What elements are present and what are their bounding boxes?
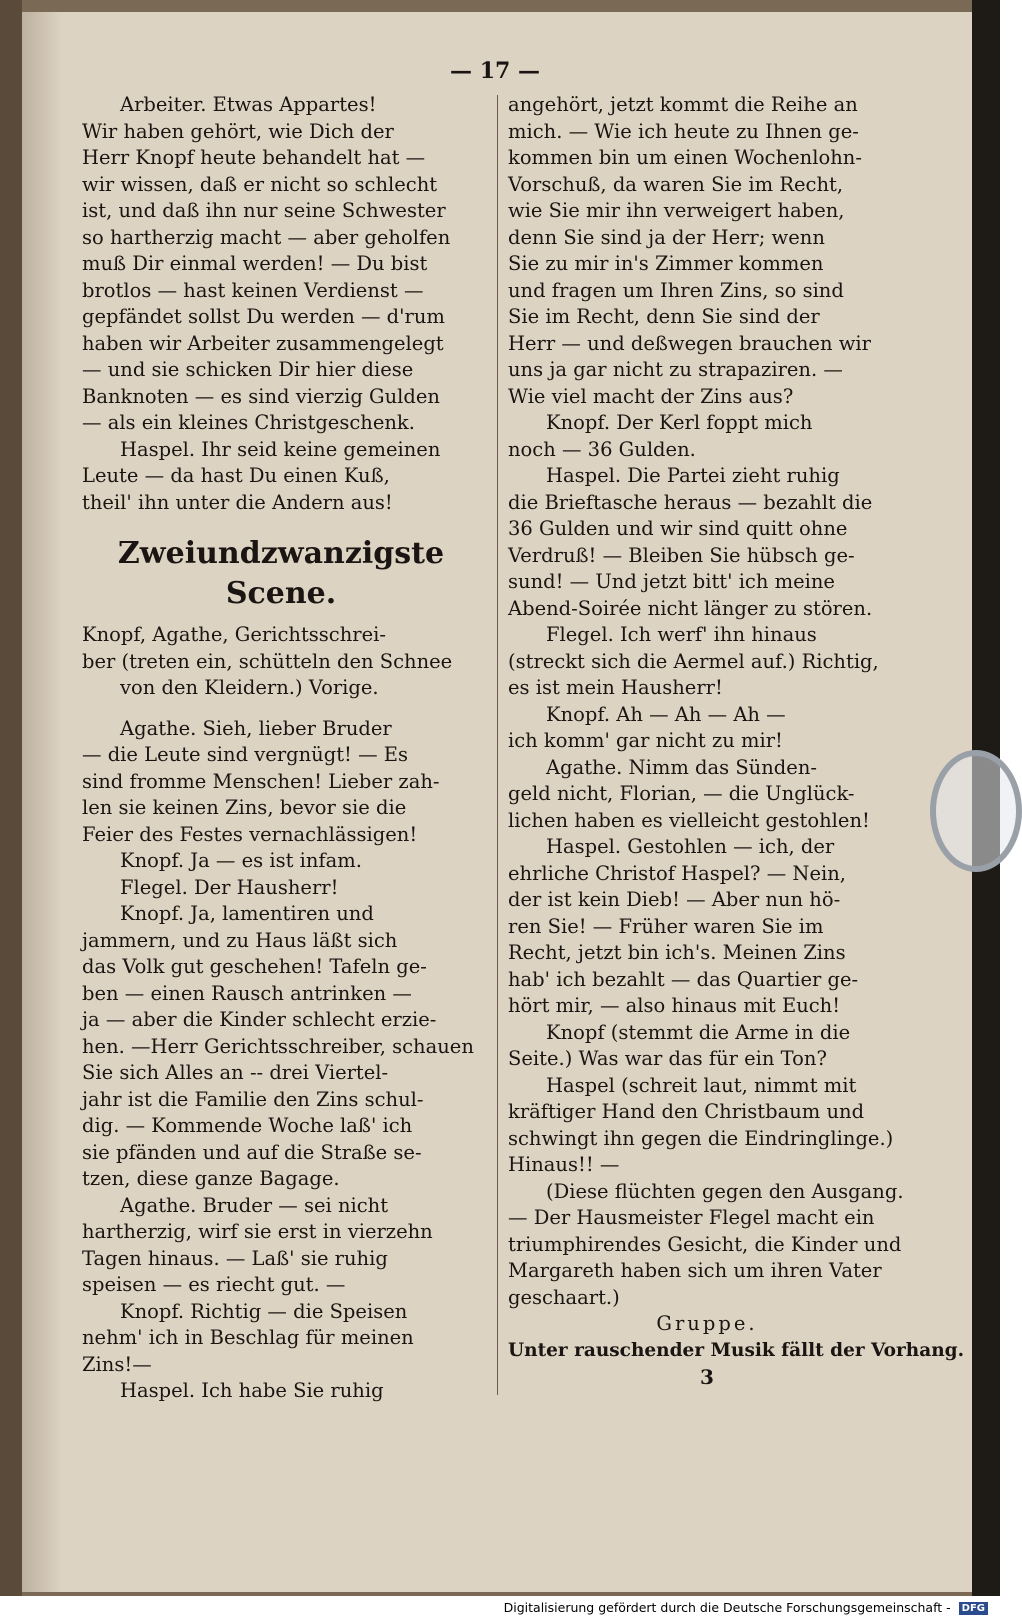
text-line: brotlos — hast keinen Verdienst — [82,278,424,302]
text-line: ja — aber die Kinder schlecht erzie- [82,1008,437,1031]
text-line: ren Sie! — Früher waren Sie im [508,914,824,938]
text-line: ich komm' gar nicht zu mir! [508,729,783,752]
text-line: — die Leute sind vergnügt! — Es [82,743,409,766]
text-line: ist, und daß ihn nur seine Schwester [82,199,446,222]
text-line: Verdruß! — Bleiben Sie hübsch ge- [508,543,855,567]
book-spine-edge [0,0,22,1596]
text-line: es ist mein Hausherr! [508,676,723,699]
text-line: Knopf. Ah — Ah — Ah — [546,702,786,726]
magnifier-overlay [930,750,1022,872]
scene-heading: Zweiundzwanzigste Scene. [117,536,445,611]
text-line: hartherzig, wirf sie erst in vierzehn [82,1220,433,1243]
text-line: ehrliche Christof Haspel? — Nein, [508,861,846,885]
text-line: die Brieftasche heraus — bezahlt die [508,490,873,514]
text-line: theil' ihn unter die Andern aus! [82,490,393,514]
text-line: Recht, jetzt bin ich's. Meinen Zins [508,941,846,964]
text-line: len sie keinen Zins, bevor sie die [82,796,407,819]
curtain-line: Unter rauschender Musik fällt der Vorhang. [508,1339,965,1361]
text-line: wie Sie mir ihn verweigert haben, [508,199,845,222]
page-number: — 17 — [450,58,540,84]
text-line: jahr ist die Familie den Zins schul- [82,1087,424,1111]
text-line: — und sie schicken Dir hier diese [82,358,414,381]
text-line: Sie zu mir in's Zimmer kommen [508,252,824,275]
text-line: Seite.) Was war das für ein Ton? [508,1047,827,1070]
text-line: denn Sie sind ja der Herr; wenn [508,225,825,249]
text-line: Wir haben gehört, wie Dich der [82,119,394,143]
text-line: dig. — Kommende Woche laß' ich [82,1114,413,1137]
text-line: uns ja gar nicht zu strapaziren. — [508,358,843,381]
text-line: hört mir, — also hinaus mit Euch! [508,994,841,1017]
text-line: Feier des Festes vernachlässigen! [82,822,418,846]
text-line: Agathe. Sieh, lieber Bruder [120,716,392,740]
text-line: Haspel (schreit laut, nimmt mit [546,1073,857,1097]
text-line: tzen, diese ganze Bagage. [82,1167,340,1190]
text-line: — Der Hausmeister Flegel macht ein [508,1206,875,1229]
gruppe-line: Gruppe. [656,1312,758,1335]
text-line: Haspel. Gestohlen — ich, der [546,835,835,858]
text-line: kräftiger Hand den Christbaum und [508,1100,865,1123]
text-line: Wie viel macht der Zins aus? [508,384,794,408]
text-line: schwingt ihn gegen die Eindringlinge.) [508,1126,894,1150]
text-line: Zins!— [82,1352,152,1376]
text-line: geschaart.) [508,1285,620,1309]
left-column-text-1 [82,92,480,516]
text-line: Arbeiter. Etwas Appartes! [120,93,377,116]
text-line: Knopf. Richtig — die Speisen [120,1299,408,1323]
text-line: sie pfänden und auf die Straße se- [82,1140,422,1164]
text-line: und fragen um Ihren Zins, so sind [508,278,844,302]
text-line: ber (treten ein, schütteln den Schnee [82,649,453,673]
text-line: Knopf. Ja, lamentiren und [120,902,374,925]
text-line: Knopf (stemmt die Arme in die [546,1020,851,1044]
text-line: Abend-Soirée nicht länger zu stören. [508,596,873,620]
text-line: sund! — Und jetzt bitt' ich meine [508,570,835,593]
text-line: Agathe. Bruder — sei nicht [120,1193,389,1217]
dfg-logo-icon: DFG [959,1602,988,1615]
left-column-text-3 [82,716,480,1405]
text-line: haben wir Arbeiter zusammengelegt [82,331,444,355]
text-line: gepfändet sollst Du werden — d'rum [82,305,445,328]
text-line: lichen haben es vielleicht gestohlen! [508,808,870,832]
text-line: Knopf. Ja — es ist infam. [120,849,362,872]
left-column [82,92,480,1405]
text-line: wir wissen, daß er nicht so schlecht [82,172,438,196]
footer-bar [0,1596,1000,1620]
text-line: Sie sich Alles an -- drei Viertel- [82,1061,389,1084]
text-line: 36 Gulden und wir sind quitt ohne [508,517,848,540]
text-line: ben — einen Rausch antrinken — [82,981,412,1005]
footer-credit: Digitalisierung gefördert durch die Deutsche Forschungsgemeinschaft - [503,1600,951,1615]
text-line: hen. —Herr Gerichtsschreiber, schauen [82,1034,474,1058]
text-line: speisen — es riecht gut. — [82,1273,346,1296]
text-line: geld nicht, Florian, — die Unglück- [508,782,855,805]
text-line: jammern, und zu Haus läßt sich [82,928,398,952]
text-line: Haspel. Ich habe Sie ruhig [120,1379,384,1402]
text-line: Agathe. Nimm das Sünden- [546,755,817,779]
text-line: Herr Knopf heute behandelt hat — [82,146,426,169]
left-column-text-2 [82,622,480,702]
text-line: nehm' ich in Beschlag für meinen [82,1326,414,1349]
right-column [508,92,965,1391]
footer-text [504,1600,988,1615]
text-line: mich. — Wie ich heute zu Ihnen ge- [508,119,859,143]
text-line: von den Kleidern.) Vorige. [120,676,379,699]
spacer [82,702,480,716]
text-line: das Volk gut geschehen! Tafeln ge- [82,955,427,978]
text-line: Knopf, Agathe, Gerichtsschrei- [82,623,386,646]
text-line: Haspel. Die Partei zieht ruhig [546,464,840,487]
text-line: Knopf. Der Kerl foppt mich [546,411,813,434]
text-line: — als ein kleines Christgeschenk. [82,411,415,434]
text-line: hab' ich bezahlt — das Quartier ge- [508,967,859,991]
text-line: Leute — da hast Du einen Kuß, [82,464,390,487]
text-line: Tagen hinaus. — Laß' sie ruhig [82,1246,388,1270]
text-line: so hartherzig macht — aber geholfen [82,225,451,249]
text-line: noch — 36 Gulden. [508,437,696,461]
text-line: Margareth haben sich um ihren Vater [508,1259,882,1282]
text-line: (streckt sich die Aermel auf.) Richtig, [508,649,879,673]
text-line: kommen bin um einen Wochenlohn- [508,146,862,169]
text-line: Flegel. Der Hausherr! [120,875,339,899]
text-line: muß Dir einmal werden! — Du bist [82,252,428,275]
text-line: Flegel. Ich werf' ihn hinaus [546,623,817,646]
text-line: triumphirendes Gesicht, die Kinder und [508,1232,902,1256]
text-line: der ist kein Dieb! — Aber nun hö- [508,888,841,911]
text-line: Vorschuß, da waren Sie im Recht, [508,172,844,196]
text-line: Sie im Recht, denn Sie sind der [508,305,820,328]
text-line: Hinaus!! — [508,1153,620,1176]
right-column-text [508,92,906,1311]
text-line: Banknoten — es sind vierzig Gulden [82,384,440,408]
signature-mark: 3 [700,1365,714,1389]
text-line: (Diese flüchten gegen den Ausgang. [546,1179,904,1203]
text-line: Haspel. Ihr seid keine gemeinen [120,437,441,461]
text-line: angehört, jetzt kommt die Reihe an [508,93,858,116]
text-line: Herr — und deßwegen brauchen wir [508,331,871,355]
text-line: sind fromme Menschen! Lieber zah- [82,769,440,793]
column-divider [497,95,498,1395]
